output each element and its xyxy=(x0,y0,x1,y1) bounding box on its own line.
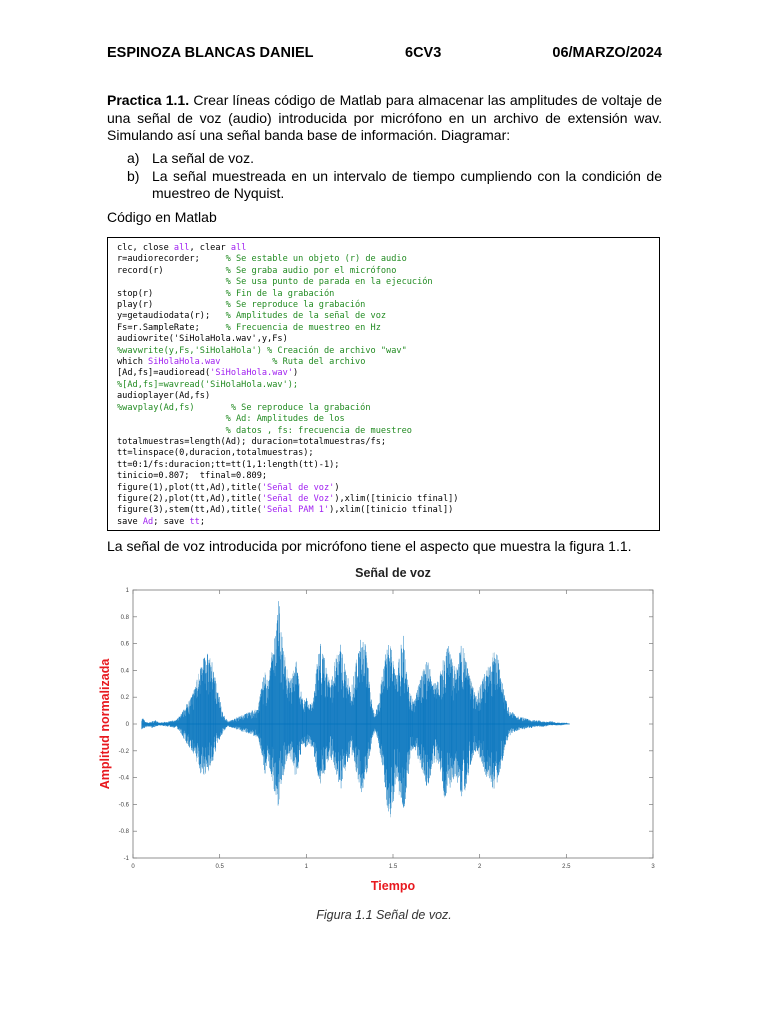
code-text: audioplayer(Ad,fs) xyxy=(117,391,211,402)
task-list xyxy=(127,150,662,203)
code-text: play(r) xyxy=(117,300,226,311)
chart-title: Señal de voz xyxy=(355,566,431,580)
y-tick-label: -0.2 xyxy=(118,748,129,755)
author-name: ESPINOZA BLANCAS DANIEL xyxy=(107,45,314,61)
x-tick-label: 1 xyxy=(304,864,309,870)
code-text: ) xyxy=(334,482,340,493)
code-line xyxy=(117,334,288,344)
code-keyword: 'SiHolaHola.wav' xyxy=(210,368,293,379)
y-tick-label: 0.2 xyxy=(120,695,129,702)
code-text: stop(r) xyxy=(117,288,226,299)
code-keyword: 'Señal de Voz' xyxy=(261,493,335,504)
code-text: record(r) xyxy=(117,265,226,276)
code-listing xyxy=(117,243,659,528)
code-text: tt=0:1/fs:duracion;tt=tt(1,1:length(tt)-1); xyxy=(117,459,340,470)
code-line xyxy=(117,266,396,276)
code-line xyxy=(117,346,407,356)
item-text: La señal muestreada en un intervalo de tiempo cumpliendo con la condición de muestreo de Nyquist. xyxy=(152,167,662,201)
code-line xyxy=(117,471,267,481)
code-line xyxy=(117,277,433,287)
list-item xyxy=(127,168,662,203)
code-line xyxy=(117,426,412,436)
code-comment: % Fin de la grabación xyxy=(225,288,335,299)
code-text xyxy=(220,357,272,367)
code-line xyxy=(117,517,205,527)
code-text xyxy=(117,414,226,424)
item-letter: a) xyxy=(127,150,140,166)
group-code: 6CV3 xyxy=(405,45,442,61)
x-tick-label: 0 xyxy=(131,864,135,870)
code-text: y=getaudiodata(r); xyxy=(117,311,226,322)
code-line xyxy=(117,483,340,493)
code-line xyxy=(117,357,365,367)
intro-paragraph xyxy=(107,92,662,145)
chart-svg xyxy=(95,560,675,900)
code-line xyxy=(117,380,298,390)
code-comment: % Frecuencia de muestreo en Hz xyxy=(225,322,381,333)
code-line xyxy=(117,494,459,504)
code-keyword: all xyxy=(230,243,247,253)
code-line xyxy=(117,311,386,321)
code-line xyxy=(117,448,314,458)
code-comment: % Se estable un objeto (r) de audio xyxy=(225,254,407,265)
voice-signal-chart xyxy=(95,560,675,900)
page-header xyxy=(107,45,662,65)
code-line xyxy=(117,460,339,470)
code-line xyxy=(117,323,381,333)
code-text: ; save xyxy=(153,516,190,527)
code-text: [Ad,fs]=audioread( xyxy=(117,368,211,379)
practice-label: Practica 1.1. xyxy=(107,92,190,108)
code-line xyxy=(117,437,386,447)
code-text xyxy=(117,277,226,287)
x-tick-label: 2 xyxy=(477,864,482,870)
code-text: figure(2),plot(tt,Ad),title( xyxy=(117,493,262,504)
code-line xyxy=(117,254,407,264)
y-tick-label: 1 xyxy=(125,588,129,594)
code-text: audiowrite('SiHolaHola.wav',y,Fs) xyxy=(117,334,288,345)
intro-text: Crear líneas código de Matlab para almacenar las amplitudes de voltaje de una señal de voz (audio) introducida por micrófono en un archivo de extensión wav. Simulando así una señal banda base de información. Diagramar: xyxy=(107,92,662,143)
code-line xyxy=(117,414,345,424)
item-text: La señal de voz. xyxy=(152,150,254,166)
y-tick-label: 0.6 xyxy=(120,641,129,648)
code-line xyxy=(117,505,453,515)
y-tick-label: -0.4 xyxy=(118,775,129,782)
x-tick-label: 0.5 xyxy=(215,864,224,870)
code-line xyxy=(117,289,334,299)
code-text: which xyxy=(117,357,149,368)
code-comment: % Amplitudes de la señal de voz xyxy=(225,311,387,322)
list-item xyxy=(127,150,662,168)
figure-reference-paragraph: La señal de voz introducida por micrófono tiene el aspecto que muestra la figura 1.1. xyxy=(107,538,632,554)
date: 06/MARZO/2024 xyxy=(552,45,662,61)
x-axis-label: Tiempo xyxy=(370,879,416,893)
code-comment: %wavplay(Ad,fs) % Se reproduce la grabación xyxy=(117,402,371,413)
y-tick-label: -0.6 xyxy=(118,802,129,809)
code-keyword: tt xyxy=(189,516,200,527)
code-line xyxy=(117,368,298,378)
code-comment: % Ruta del archivo xyxy=(272,357,366,368)
item-letter: b) xyxy=(127,167,140,184)
code-text: tt=linspace(0,duracion,totalmuestras); xyxy=(117,448,314,459)
x-tick-label: 2.5 xyxy=(562,864,571,870)
code-text: Fs=r.SampleRate; xyxy=(117,322,226,333)
code-text: figure(3),stem(tt,Ad),title( xyxy=(117,505,262,516)
code-text: save xyxy=(117,516,143,527)
code-text: ),xlim([tinicio tfinal]) xyxy=(334,493,459,504)
code-text: totalmuestras=length(Ad); duracion=totalmuestras/fs; xyxy=(117,436,387,447)
code-keyword: Ad xyxy=(142,516,154,527)
code-comment: %[Ad,fs]=wavread('SiHolaHola.wav'); xyxy=(117,379,299,390)
code-comment: %wavwrite(y,Fs,'SiHolaHola') % Creación de archivo "wav" xyxy=(117,345,407,356)
figure-caption: Figura 1.1 Señal de voz. xyxy=(316,908,452,922)
y-tick-label: 0 xyxy=(125,722,129,728)
code-comment: % Se reproduce la grabación xyxy=(225,300,366,311)
y-axis-label: Amplitud normalizada xyxy=(98,658,112,790)
code-keyword: 'Señal de voz' xyxy=(261,482,335,493)
code-block xyxy=(107,237,660,531)
code-keyword: all xyxy=(173,243,190,253)
code-comment: % Se graba audio por el micrófono xyxy=(225,265,397,276)
y-tick-label: -1 xyxy=(123,856,129,862)
code-text: ; xyxy=(199,516,205,527)
code-line xyxy=(117,300,365,310)
code-text: tinicio=0.807; tfinal=0.809; xyxy=(117,471,268,482)
code-line xyxy=(117,403,371,413)
code-text: clc, close xyxy=(117,243,174,253)
code-comment: % datos , fs: frecuencia de muestreo xyxy=(225,425,412,436)
code-text: r=audiorecorder; xyxy=(117,254,226,265)
code-title: Código en Matlab xyxy=(107,209,217,225)
code-text: ),xlim([tinicio tfinal]) xyxy=(329,505,454,516)
code-keyword: 'Señal PAM 1' xyxy=(261,505,330,516)
code-line xyxy=(117,243,246,253)
x-tick-label: 3 xyxy=(651,864,655,870)
y-tick-label: 0.4 xyxy=(120,668,129,675)
code-keyword: SiHolaHola.wav xyxy=(148,357,221,368)
code-line xyxy=(117,391,210,401)
code-comment: % Ad: Amplitudes de los xyxy=(225,414,345,425)
code-text: figure(1),plot(tt,Ad),title( xyxy=(117,482,262,493)
x-tick-label: 1.5 xyxy=(388,864,398,870)
code-text: ) xyxy=(292,368,299,379)
y-tick-label: 0.8 xyxy=(120,614,129,621)
code-text xyxy=(117,426,226,436)
code-comment: % Se usa punto de parada en la ejecución xyxy=(225,277,433,288)
code-text: , clear xyxy=(189,243,231,253)
y-tick-label: -0.8 xyxy=(118,829,129,836)
